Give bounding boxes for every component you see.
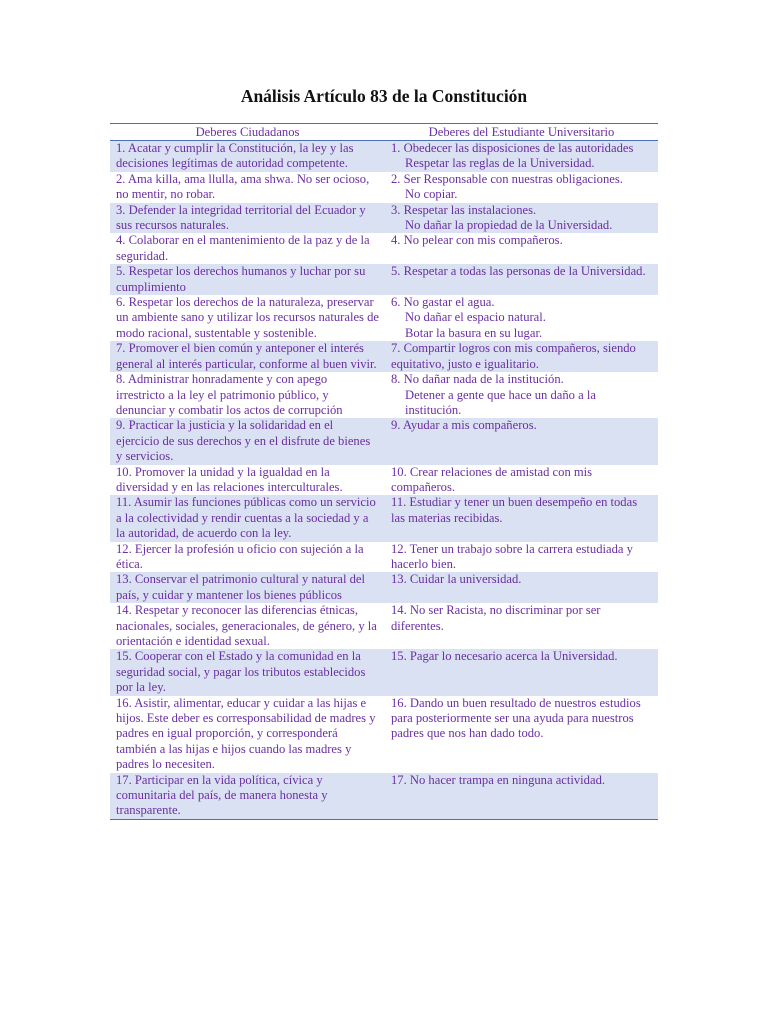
cell-text: 5. Respetar los derechos humanos y luchar por su cumplimiento	[116, 264, 366, 294]
duties-table	[110, 123, 658, 820]
cell-deber-estudiante	[385, 418, 658, 464]
cell-deber-ciudadano	[110, 233, 385, 264]
table-row	[110, 773, 658, 820]
cell-deber-ciudadano	[110, 465, 385, 496]
table-row	[110, 295, 658, 341]
cell-deber-estudiante	[385, 495, 658, 541]
table-row	[110, 372, 658, 418]
cell-deber-ciudadano	[110, 172, 385, 203]
cell-text: Detener a gente que hace un daño a la institución.	[405, 387, 596, 417]
cell-deber-estudiante	[385, 341, 658, 372]
cell-text: 16. Dando un buen resultado de nuestros estudios para posteriormente ser una ayuda para nuestros padres que nos han dado todo.	[391, 695, 641, 741]
cell-deber-ciudadano	[110, 341, 385, 372]
cell-text: 4. Colaborar en el mantenimiento de la paz y de la seguridad.	[116, 233, 370, 263]
cell-text: Respetar las reglas de la Universidad.	[405, 156, 595, 171]
cell-text: 7. Promover el bien común y anteponer el interés general al interés particular, conforme al buen vivir.	[116, 341, 377, 371]
cell-deber-estudiante	[385, 264, 658, 295]
cell-text: 7. Compartir logros con mis compañeros, siendo equitativo, justo e igualitario.	[391, 341, 636, 371]
cell-text: 4. No pelear con mis compañeros.	[391, 233, 563, 248]
cell-deber-ciudadano	[110, 372, 385, 418]
cell-deber-ciudadano	[110, 572, 385, 603]
cell-text: 14. No ser Racista, no discriminar por ser diferentes.	[391, 603, 601, 633]
cell-deber-estudiante	[385, 542, 658, 573]
table-row	[110, 172, 658, 203]
cell-deber-ciudadano	[110, 141, 385, 172]
table-row	[110, 649, 658, 695]
cell-text: No copiar.	[405, 187, 458, 202]
cell-text: 17. Participar en la vida política, cívica y comunitaria del país, de manera honesta y transparente.	[116, 772, 328, 818]
cell-text: 12. Ejercer la profesión u oficio con sujeción a la ética.	[116, 541, 364, 571]
cell-deber-estudiante	[385, 203, 658, 234]
cell-text: 3. Respetar las instalaciones.	[391, 202, 537, 217]
cell-deber-estudiante	[385, 603, 658, 649]
table-row	[110, 465, 658, 496]
cell-text: 9. Ayudar a mis compañeros.	[391, 418, 537, 433]
cell-deber-ciudadano	[110, 264, 385, 295]
table-row	[110, 696, 658, 773]
table-row	[110, 572, 658, 603]
table-row	[110, 603, 658, 649]
cell-deber-estudiante	[385, 572, 658, 603]
cell-text: 16. Asistir, alimentar, educar y cuidar a las hijas e hijos. Este deber es corresponsabilidad de madres y padres en igual proporción, y corresponderá también a las hijas e hijos cuando las madres y padres lo necesiten.	[116, 695, 376, 772]
cell-text: 1. Obedecer las disposiciones de las autoridades	[391, 141, 634, 155]
cell-deber-ciudadano	[110, 203, 385, 234]
cell-deber-estudiante	[385, 696, 658, 773]
cell-text: 10. Crear relaciones de amistad con mis compañeros.	[391, 464, 593, 494]
cell-deber-ciudadano	[110, 495, 385, 541]
table-body	[110, 141, 658, 820]
cell-text: No dañar la propiedad de la Universidad.	[405, 218, 613, 233]
cell-text: 2. Ama killa, ama llulla, ama shwa. No ser ocioso, no mentir, no robar.	[116, 171, 370, 202]
cell-text: 3. Defender la integridad territorial del Ecuador y sus recursos naturales.	[116, 202, 366, 233]
cell-deber-estudiante	[385, 172, 658, 203]
cell-text: 17. No hacer trampa en ninguna actividad.	[391, 772, 606, 787]
cell-text: 8. Administrar honradamente y con apego irrestricto a la ley el patrimonio público, y denunciar y combatir los actos de corrupción	[116, 372, 343, 417]
cell-text: No dañar el espacio natural.	[405, 310, 546, 325]
cell-deber-ciudadano	[110, 696, 385, 773]
cell-deber-ciudadano	[110, 295, 385, 341]
cell-deber-estudiante	[385, 465, 658, 496]
cell-deber-estudiante	[385, 141, 658, 172]
cell-deber-estudiante	[385, 773, 658, 820]
cell-deber-estudiante	[385, 372, 658, 418]
table-row	[110, 495, 658, 541]
cell-text: 14. Respetar y reconocer las diferencias étnicas, nacionales, sociales, generacionales, de género, y la orientación e identidad sexual.	[116, 603, 377, 648]
cell-text: 5. Respetar a todas las personas de la Universidad.	[391, 264, 646, 279]
cell-deber-estudiante	[385, 295, 658, 341]
cell-deber-ciudadano	[110, 603, 385, 649]
cell-text: 1. Acatar y cumplir la Constitución, la ley y las decisiones legítimas de autoridad competente.	[116, 141, 354, 171]
cell-text: 9. Practicar la justicia y la solidaridad en el ejercicio de sus derechos y en el disfrute de bienes y servicios.	[116, 418, 371, 464]
cell-deber-ciudadano	[110, 418, 385, 464]
cell-text: 10. Promover la unidad y la igualdad en la diversidad y en las relaciones interculturales.	[116, 464, 343, 494]
table-row	[110, 233, 658, 264]
table-row	[110, 141, 658, 172]
header-deberes-estudiante: Deberes del Estudiante Universitario	[385, 124, 658, 141]
table-row	[110, 203, 658, 234]
cell-text: 6. Respetar los derechos de la naturaleza, preservar un ambiente sano y utilizar los recursos naturales de modo racional, sustentable y sostenible.	[116, 295, 379, 340]
cell-text: 13. Cuidar la universidad.	[391, 572, 522, 587]
cell-text: 15. Cooperar con el Estado y la comunidad en la seguridad social, y pagar los tributos establecidos por la ley.	[116, 649, 366, 695]
table-row	[110, 542, 658, 573]
table-header-row	[110, 124, 658, 141]
cell-text: 12. Tener un trabajo sobre la carrera estudiada y hacerlo bien.	[391, 541, 633, 571]
header-deberes-ciudadanos: Deberes Ciudadanos	[110, 124, 385, 141]
cell-text: 11. Estudiar y tener un buen desempeño en todas las materias recibidas.	[391, 495, 638, 525]
cell-text: 11. Asumir las funciones públicas como un servicio a la colectividad y rendir cuentas a la sociedad y a la autoridad, de acuerdo con la ley.	[116, 495, 376, 541]
page-title: Análisis Artículo 83 de la Constitución	[240, 86, 528, 106]
table-row	[110, 418, 658, 464]
cell-text: 15. Pagar lo necesario acerca la Universidad.	[391, 649, 618, 664]
table-row	[110, 341, 658, 372]
table-row	[110, 264, 658, 295]
cell-text: 2. Ser Responsable con nuestras obligaciones.	[391, 171, 623, 186]
cell-deber-ciudadano	[110, 649, 385, 695]
cell-text: 13. Conservar el patrimonio cultural y natural del país, y cuidar y mantener los bienes públicos	[116, 572, 366, 602]
cell-text: Botar la basura en su lugar.	[405, 325, 543, 340]
cell-text: 8. No dañar nada de la institución.	[391, 372, 564, 387]
cell-text: 6. No gastar el agua.	[391, 295, 495, 310]
cell-deber-ciudadano	[110, 773, 385, 820]
cell-deber-ciudadano	[110, 542, 385, 573]
cell-deber-estudiante	[385, 233, 658, 264]
cell-deber-estudiante	[385, 649, 658, 695]
